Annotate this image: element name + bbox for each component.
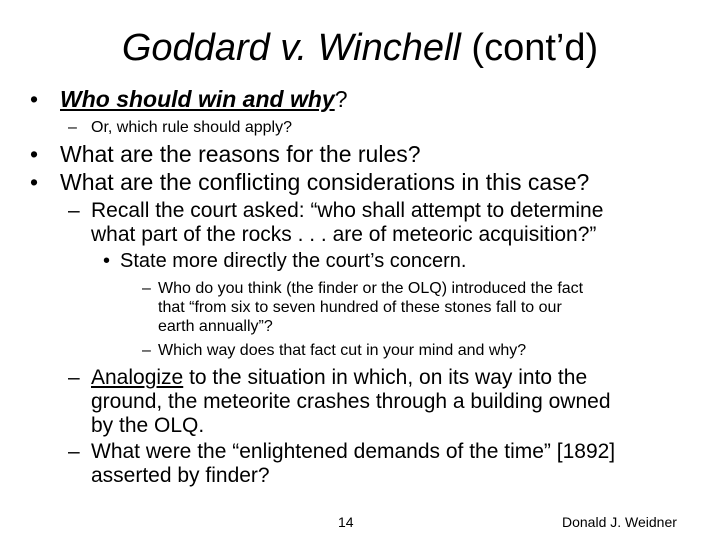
dot-state-concern: State more directly the court’s concern. (120, 250, 467, 272)
dash-analogize-line-3: by the OLQ. (91, 414, 205, 437)
dash-marker: – (68, 199, 80, 222)
bullet-marker: • (30, 169, 39, 195)
sub-which-way: Which way does that fact cut in your mind and why? (158, 342, 527, 359)
footer-author: Donald J. Weidner (562, 514, 677, 530)
bullet-marker: • (30, 141, 39, 167)
bullet-punct: ? (334, 86, 348, 112)
title-suffix: (cont’d) (460, 27, 599, 69)
sub-olq-line-3: earth annually”? (158, 318, 273, 335)
dash-analogize-line-1 (91, 366, 587, 390)
bullet-reasons: What are the reasons for the rules? (60, 141, 421, 167)
sub-marker: – (142, 342, 151, 359)
dash-marker: – (68, 440, 80, 463)
dash-recall-line-1: Recall the court asked: “who shall attempt to determine (91, 199, 604, 222)
analogize-emphasis: Analogize (91, 366, 184, 389)
bullet-who-should-win (60, 86, 348, 112)
sub-which-rule: Or, which rule should apply? (91, 119, 292, 136)
analogize-rest: to the situation in which, on its way into the (183, 366, 588, 389)
dash-marker: – (68, 366, 80, 389)
bullet-emphasis: Who should win and why (60, 86, 335, 112)
dash-enlightened-line-2: asserted by finder? (91, 464, 270, 487)
sub-olq-line-2: that “from six to seven hundred of these stones fall to our (158, 299, 562, 316)
dash-analogize-line-2: ground, the meteorite crashes through a building owned (91, 390, 611, 413)
bullet-marker: • (30, 86, 39, 112)
bullet-conflicting: What are the conflicting considerations in this case? (60, 169, 590, 195)
dot-marker: • (103, 250, 111, 272)
dash-recall-line-2: what part of the rocks . . . are of meteoric acquisition?” (91, 223, 597, 246)
sub-olq-line-1: Who do you think (the finder or the OLQ) introduced the fact (158, 280, 584, 297)
dash-enlightened-line-1: What were the “enlightened demands of the time” [1892] (91, 440, 616, 463)
title-case-name: Goddard v. Winchell (121, 27, 461, 69)
page-number: 14 (338, 514, 354, 530)
sub-marker: – (142, 280, 151, 297)
sub-marker: – (68, 119, 77, 136)
